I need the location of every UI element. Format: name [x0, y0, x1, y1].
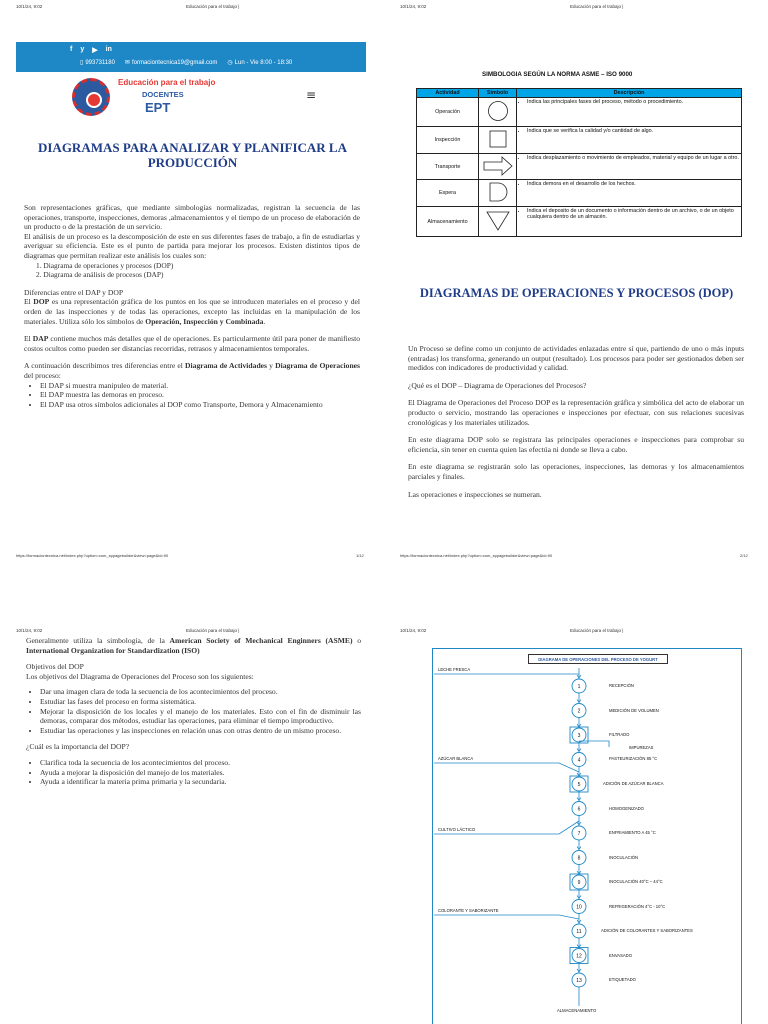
paragraph: Las operaciones e inspecciones se numeran. — [408, 489, 542, 499]
clock-icon: ◷ — [227, 60, 233, 66]
flowchart-title: DIAGRAMA DE OPERACIONES DEL PROCESO DE YOGURT — [528, 654, 668, 664]
table-row: Almacenamiento • Indica el deposito de un documento o información dentro de un archivo, o de un objeto cualquiera dentro de un almacén. — [417, 207, 742, 237]
footer-page: 1/12 — [356, 553, 364, 558]
footer-url: https://formaciontecnica.net/index.php?option=com_sppagebuilder&view=page&id=90 — [400, 553, 553, 558]
section-title: DIAGRAMAS DE OPERACIONES Y PROCESOS (DOP) — [419, 286, 734, 300]
transport-arrow-icon — [479, 154, 517, 180]
list-item: • Estudiar las operaciones y las inspecciones en relación unas con otras dentro de un mismo proceso. — [40, 726, 361, 736]
table-row: Espera • Indica demora en el desarrollo de los hechos. — [417, 180, 742, 207]
site-logo[interactable] — [70, 78, 320, 120]
hours-contact: ◷ Lun - Vie 8:00 - 18:30 — [227, 60, 293, 66]
print-title: Educación para el trabajo | — [570, 4, 624, 9]
subheading: ¿Cuál es la importancia del DOP? — [26, 742, 130, 752]
paragraph: En este diagrama DOP solo se registrara las principales operaciones e inspecciones para comprobar su eficiencia, sin tener en cuenta quien las efectúa ni donde se lleva a cabo. — [408, 435, 744, 454]
page-title: DIAGRAMAS PARA ANALIZAR Y PLANIFICAR LA PRODUCCIÓN — [37, 140, 347, 170]
step-number: 12 — [576, 953, 582, 960]
footer-url: https://formaciontecnica.net/index.php?option=com_sppagebuilder&view=page&id=90 — [16, 553, 169, 558]
twitter-icon[interactable]: y — [80, 46, 85, 53]
logo-docentes: DOCENTES — [142, 90, 184, 99]
input-line — [434, 763, 579, 772]
input-line — [434, 915, 579, 919]
paragraph-dop: El DOP es una representación gráfica de los puntos en los que se introducen materiales en el proceso y del orden de las inspecciones y de todas las operaciones, excepto las incluidas en la manipulación de los materiales. Utiliza sólo los símbolos de Operación, Inspección y Combinada. — [24, 297, 360, 326]
input-label: CULTIVO LÁCTICO — [438, 827, 476, 832]
linkedin-icon[interactable]: in — [105, 46, 112, 53]
list-item: • Ayuda a mejorar la disposición del manejo de los materiales. — [40, 768, 361, 778]
column-header: Descripción — [517, 89, 742, 98]
step-number: 4 — [577, 757, 581, 764]
contact-bar — [80, 59, 292, 66]
flowchart-diagram — [384, 512, 768, 1024]
youtube-icon[interactable]: ▶ — [92, 47, 98, 54]
step-label: FILTRADO — [609, 732, 630, 737]
step-number: 7 — [577, 830, 581, 837]
list-item: • Clarifica toda la secuencia de los acontecimientos del proceso. — [40, 758, 361, 768]
print-date: 10/1/24, 9:02 — [16, 4, 43, 9]
paragraph: En este diagrama se registrarán solo las operaciones, inspecciones, las demoras y los almacenamientos parciales y finales. — [408, 462, 744, 481]
step-number: 10 — [576, 904, 582, 911]
print-title: Educación para el trabajo | — [186, 4, 240, 9]
diagram-types-list — [32, 261, 360, 280]
phone-icon: ▯ — [80, 60, 84, 66]
paragraph-diff: A continuación describimos tres diferencias entre el Diagrama de Actividades y Diagrama de Operaciones del proceso: — [24, 361, 361, 380]
print-title: Educación para el trabajo | — [186, 628, 240, 633]
step-number: 11 — [576, 928, 582, 935]
step-number: 3 — [577, 732, 581, 739]
operation-circle-icon — [479, 98, 517, 127]
input-line — [434, 821, 579, 834]
subheading: ¿Qué es el DOP – Diagrama de Operaciones del Procesos? — [408, 380, 587, 390]
importance-list — [40, 758, 361, 787]
print-date: 10/1/24, 9:02 — [16, 628, 43, 633]
table-title: SIMBOLOGIA SEGÚN LA NORMA ASME – ISO 9000 — [482, 71, 633, 78]
step-number: 5 — [577, 781, 581, 788]
list-item: 1. Diagrama de operaciones y procesos (DOP) — [36, 260, 174, 270]
gear-logo-icon — [72, 78, 110, 116]
column-header: Símbolo — [479, 89, 517, 98]
step-label: REFRIGERACIÓN 4°C - 10°C — [609, 903, 666, 909]
article-body-1 — [24, 203, 360, 409]
end-label: ALMACENAMIENTO — [557, 1008, 597, 1013]
list-item: • El DAP muestra las demoras en proceso. — [40, 390, 360, 400]
print-date: 10/1/24, 9:02 — [400, 4, 427, 9]
hamburger-menu-icon[interactable]: ≡ — [306, 88, 317, 102]
paragraph-intro: Generalmente utiliza la simbología, de la American Society of Mechanical Enginners (ASME) o International Organization for Standardization (ISO) — [26, 636, 361, 655]
print-date: 10/1/24, 9:02 — [400, 628, 427, 633]
table-row: Transporte • Indica desplazamiento o movimiento de empleados, material y equipo de un lugar a otro. — [417, 154, 742, 180]
social-links — [70, 46, 112, 54]
subheading: Objetivos del DOP — [26, 662, 84, 672]
step-label: ADICIÓN DE AZÚCAR BLANCA — [603, 781, 664, 786]
step-label: PASTEURIZACIÓN 85 °C — [609, 755, 658, 761]
step-number: 13 — [576, 977, 582, 984]
paragraph: Son representaciones gráficas, que mediante simbologías normalizadas, registran la secuencia de las operaciones, transporte, inspecciones, demoras ,almacenamientos y el tiempo de un proceso de elaboración de un producto o de la prestación de un servicio. — [24, 203, 360, 232]
phone-contact[interactable]: ▯ 993731180 — [80, 60, 115, 66]
step-number: 8 — [577, 855, 581, 862]
step-label: ENVASADO — [609, 952, 632, 958]
input-label: LECHE FRESCA — [438, 667, 471, 672]
list-item: 2. Diagrama de análisis de procesos (DAP) — [36, 270, 164, 280]
list-item: • Estudiar las fases del proceso en forma sistemática. — [40, 697, 361, 707]
logo-tagline: Educación para el trabajo — [118, 78, 216, 87]
paragraph-dap: El DAP contiene muchos más detalles que el de operaciones. Es particularmente útil para poner de manifiesto costos ocultos como pueden ser distancias recorridas, retrasos y almacenamientos temporales. — [24, 334, 360, 353]
footer-page: 2/12 — [740, 553, 748, 558]
paragraph: Los objetivos del Diagrama de Operaciones del Proceso son los siguientes: — [26, 671, 254, 681]
email-contact[interactable]: ✉ formaciontecnica19@gmail.com — [124, 60, 218, 66]
paragraph: El análisis de un proceso es la descomposición de este en sus diferentes fases de trabajo, a fin de estudiarlas y averiguar su eficiencia. Este es el punto de partida para mejorar los procesos. Existen distintos tipos de diagramas que permitan realizar este análisis los cuales son: — [24, 231, 360, 260]
table-row: Inspección • Indica que se verifica la calidad y/o cantidad de algo. — [417, 127, 742, 154]
input-label: AZÚCAR BLANCA — [438, 756, 474, 761]
step-number: 1 — [577, 683, 581, 690]
objectives-list — [40, 687, 361, 735]
step-number: 2 — [577, 708, 581, 715]
step-label: INOCULACIÓN 40°C – 44°C — [609, 879, 663, 884]
subheading: Diferencias entre el DAP y DOP — [24, 287, 124, 297]
step-label: HOMOGENIZADO — [609, 805, 644, 811]
step-number: 9 — [577, 879, 581, 886]
differences-list — [40, 381, 360, 410]
step-label: ADICIÓN DE COLORANTES Y SABORIZANTES — [601, 928, 693, 933]
facebook-icon[interactable]: f — [70, 46, 73, 53]
delay-d-icon — [479, 180, 517, 207]
paragraph: El Diagrama de Operaciones del Proceso DOP es la representación gráfica y simbólica del acto de elaborar un producto o servicio, mostrando las operaciones e inspecciones por efectuar, con sus relaciones sucesivas cronológicas y los materiales utilizados. — [408, 398, 744, 427]
step-label: MEDICIÓN DE VOLUMEN — [609, 707, 659, 713]
step-number: 6 — [577, 806, 581, 813]
print-title: Educación para el trabajo | — [570, 628, 624, 633]
list-item: • El DAP si muestra manipuleo de material. — [40, 381, 360, 391]
inspection-square-icon — [479, 127, 517, 154]
asme-symbol-table — [416, 88, 742, 237]
input-label: COLORANTE Y SABORIZANTE — [438, 908, 499, 913]
storage-triangle-icon — [479, 207, 517, 237]
article-body-2 — [408, 344, 744, 507]
list-item: • Mejorar la disposición de los locales y el manejo de los materiales. Esto con el fin de disminuir las demoras, comparar dos métodos, estudiar las operaciones, para eliminar el tiempo improductivo. — [40, 707, 361, 726]
step-label: RECEPCIÓN — [609, 683, 634, 688]
mail-icon: ✉ — [124, 60, 130, 66]
column-header: Actividad — [417, 89, 479, 98]
table-row: Operación • Indica las principales fases del proceso, método o procedimiento. — [417, 98, 742, 127]
step-label: INOCULACIÓN — [609, 854, 639, 860]
list-item: • Dar una imagen clara de toda la secuencia de los acontecimientos del proceso. — [40, 687, 361, 697]
logo-ept: EPT — [145, 100, 171, 115]
list-item: • El DAP usa otros símbolos adicionales al DOP como Transporte, Demora y Almacenamiento — [40, 400, 360, 410]
list-item: • Ayuda a identificar la materia prima primaria y la secundaria. — [40, 777, 361, 787]
article-body-3 — [26, 636, 361, 787]
site-topbar — [16, 42, 366, 72]
waste-label: IMPUREZAS — [629, 745, 654, 750]
step-label: ETIQUETADO — [609, 977, 636, 982]
step-label: ENFRIAMIENTO A 45 °C — [609, 830, 656, 835]
paragraph: Un Proceso se define como un conjunto de actividades enlazadas entre sí que, partiendo de uno o más inputs (entradas) los transforma, generando un output (resultado). Los procesos para poder ser gestionados deben ser medidos con indicadores de productividad y calidad. — [408, 344, 744, 373]
